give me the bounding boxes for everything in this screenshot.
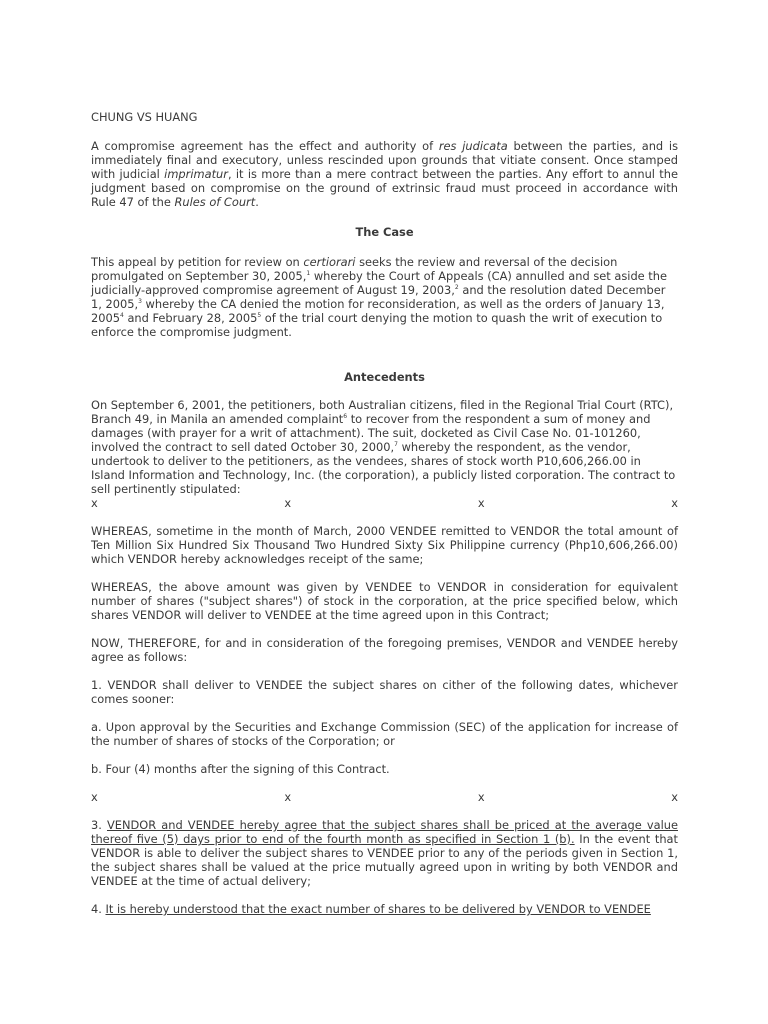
ellipsis-row <box>91 496 678 510</box>
x-mark: x <box>284 790 292 804</box>
now-therefore-clause: NOW, THEREFORE, for and in consideration of the foregoing premises, VENDOR and VENDEE hereby agree as follows: <box>91 636 678 664</box>
case-text-3: whereby the Court of Appeals (CA) annulled and set aside the judicially-approved compromise agreement of August 19, 2003, <box>91 269 667 297</box>
x-mark: x <box>91 496 98 510</box>
x-mark: x <box>477 496 485 510</box>
case-text-4: and the resolution dated December 1, 2005, <box>91 283 666 311</box>
contract-clause-1: 1. VENDOR shall deliver to VENDEE the subject shares on cither of the following dates, whichever comes sooner: <box>91 678 678 706</box>
document-body <box>91 110 678 916</box>
case-heading: The Case <box>355 225 414 239</box>
footnote-ref-7[interactable]: 7 <box>394 441 398 449</box>
antecedents-text-3: whereby the respondent, as the vendor, undertook to deliver to the petitioners, as the vendees, shares of stock worth P10,606,266.00 in Island Information and Technology, Inc. (the corporation), a publicly listed corporation. The contract to sell pertinently stipulated: <box>91 440 676 496</box>
x-mark: x <box>671 496 678 510</box>
footnote-ref-1[interactable]: 1 <box>306 270 311 278</box>
clause-4-number: 4. <box>91 902 106 916</box>
intro-emphasis-rules-of-court: Rules of Court <box>174 195 256 209</box>
clause-3-underlined-text: VENDOR and VENDEE hereby agree that the subject shares shall be priced at the average value thereof five (5) days prior to end of the fourth month as specified in Section 1 (b). <box>91 818 678 846</box>
footnote-ref-2[interactable]: 2 <box>454 284 459 292</box>
whereas-clause-1: WHEREAS, sometime in the month of March, 2000 VENDEE remitted to VENDOR the total amount of Ten Million Six Hundred Six Thousand Two Hundred Sixty Six Philippine currency (Php10,606,266.00) which VENDOR hereby acknowledges receipt of the same; <box>91 524 678 566</box>
case-text-1: This appeal by petition for review on <box>91 255 304 269</box>
antecedents-text-2: to recover from the respondent a sum of money and damages (with prayer for a writ of attachment). The suit, docketed as Civil Case No. 01-101260, involved the contract to sell dated October 30, 2000, <box>91 412 651 454</box>
case-emphasis-certiorari: certiorari <box>303 255 356 269</box>
x-mark: x <box>91 790 98 804</box>
intro-emphasis-imprimatur: imprimatur <box>164 167 228 181</box>
clause-3-text: In the event that VENDOR is able to deliver the subject shares to VENDEE prior to any of the periods given in Section 1, the subject shares shall be valued at the price mutually agreed upon in writing by both VENDOR and VENDEE at the time of actual delivery; <box>91 832 678 888</box>
intro-emphasis-res-judicata: res judicata <box>438 139 508 153</box>
case-paragraph <box>91 255 678 339</box>
antecedents-heading: Antecedents <box>344 370 425 384</box>
clause-4-underlined-text: It is hereby understood that the exact number of shares to be delivered by VENDOR to VENDEE <box>105 902 651 916</box>
footnote-ref-4[interactable]: 4 <box>120 312 124 320</box>
footnote-ref-3[interactable]: 3 <box>138 298 142 306</box>
contract-clause-1a: a. Upon approval by the Securities and Exchange Commission (SEC) of the application for increase of the number of shares of stocks of the Corporation; or <box>91 720 678 748</box>
clause-3-number: 3. <box>91 818 107 832</box>
x-mark: x <box>477 790 485 804</box>
footnote-ref-6[interactable]: 6 <box>343 413 348 421</box>
case-text-6: and February 28, 2005 <box>123 311 258 325</box>
ellipsis-row <box>91 790 678 804</box>
footnote-ref-5[interactable]: 5 <box>257 312 262 320</box>
contract-clause-4 <box>91 902 678 916</box>
intro-text-2: between the parties, and is immediately final and executory, unless rescinded upon grounds that vitiate consent. Once stamped with judicial <box>91 139 678 181</box>
case-text-5: whereby the CA denied the motion for reconsideration, as well as the orders of January 13, 2005 <box>91 297 665 325</box>
case-text-7: of the trial court denying the motion to quash the writ of execution to enforce the compromise judgment. <box>91 311 663 339</box>
whereas-clause-2: WHEREAS, the above amount was given by VENDEE to VENDOR in consideration for equivalent number of shares ("subject shares") of stock in the corporation, at the price specified below, which shares VENDOR will deliver to VENDEE at the time agreed upon in this Contract; <box>91 580 678 622</box>
x-mark: x <box>284 496 292 510</box>
intro-paragraph <box>91 139 678 209</box>
case-text-2: seeks the review and reversal of the decision promulgated on September 30, 2005, <box>91 255 618 283</box>
document-title: CHUNG VS HUANG <box>91 110 198 124</box>
antecedents-paragraph <box>91 398 678 496</box>
x-mark: x <box>671 790 678 804</box>
intro-text-4: . <box>255 195 259 209</box>
intro-text-1: A compromise agreement has the effect and authority of <box>91 139 439 153</box>
intro-text-3: , it is more than a mere contract between the parties. Any effort to annul the judgment based on compromise on the ground of extrinsic fraud must proceed in accordance with Rule 47 of the <box>91 167 678 209</box>
contract-clause-1b: b. Four (4) months after the signing of this Contract. <box>91 762 390 776</box>
antecedents-text-1: On September 6, 2001, the petitioners, both Australian citizens, filed in the Regional Trial Court (RTC), Branch 49, in Manila an amended complaint <box>91 398 674 426</box>
contract-clause-3 <box>91 818 678 888</box>
